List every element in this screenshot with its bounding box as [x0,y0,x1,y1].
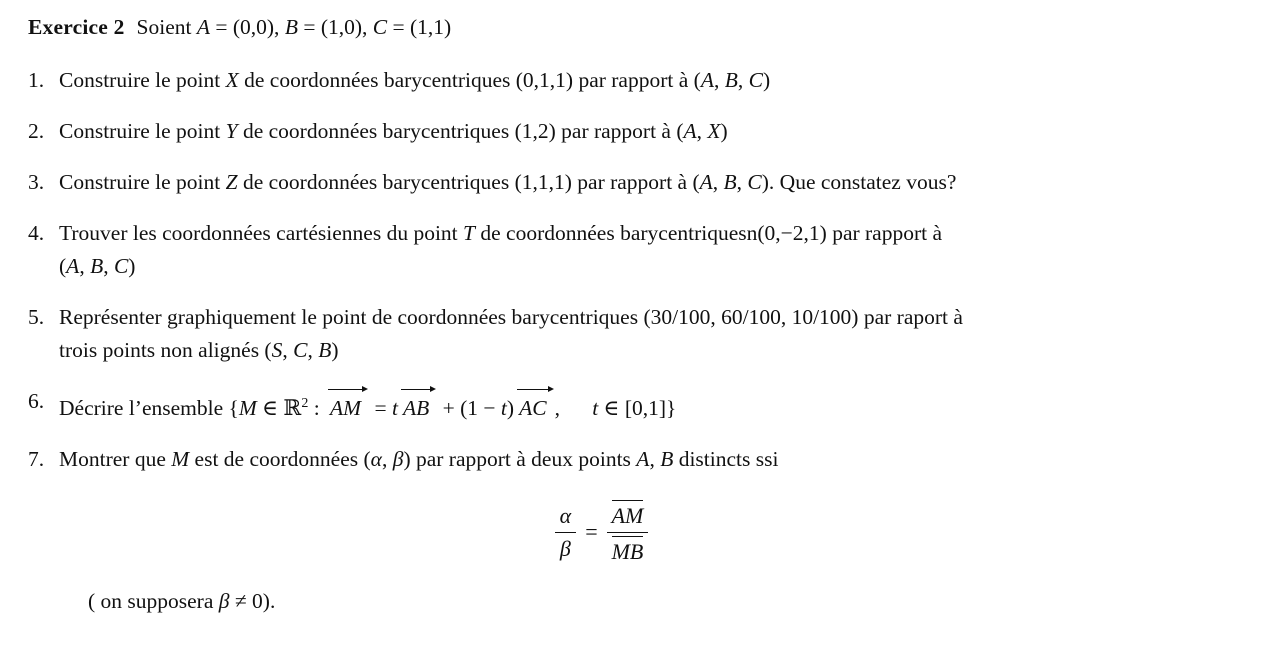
text-run: trois points non alignés ( [59,338,272,362]
text-run: Décrire l’ensemble { [59,396,239,420]
vector-notation: AB [401,385,434,425]
text-run: , [554,396,593,420]
denominator-beta: β [559,536,571,561]
math-symbol: M [238,396,257,420]
math-symbol: A [699,170,713,194]
text-run: Montrer que [59,447,172,471]
math-symbol: Z [225,170,238,194]
item-number: 1. [28,68,45,92]
item-text [59,385,1144,425]
math-symbol: C [748,68,763,92]
text-run: , [713,68,725,92]
item-text [59,301,1144,367]
item-number: 2. [28,119,45,143]
numerator-AM [607,500,649,533]
exercise-header [28,13,1235,41]
item-number: 3. [28,170,45,194]
math-symbol: B [284,15,298,39]
fraction-measures [607,500,649,565]
text-run: + (1 − [437,396,501,420]
math-symbol: S [271,338,283,362]
text-run: , [282,338,294,362]
math-symbol: C [293,338,308,362]
text-run: ). Que constatez vous? [761,170,957,194]
item-text [59,115,1144,148]
text-run: Trouver les coordonnées cartésiennes du point [59,221,464,245]
header-statement [137,15,452,39]
text-run: ( on supposera [88,589,219,613]
text-run: de coordonnées barycentriquesn(0,−2,1) par rapport à [475,221,943,245]
math-symbol: X [707,119,721,143]
equals-sign: = [585,518,598,544]
item-number: 5. [28,305,45,329]
overline-MB: MB [612,536,644,565]
text-run: ) par rapport à deux points [403,447,637,471]
text-run: , [307,338,319,362]
superscript: 2 [301,395,309,411]
math-symbol: B [724,68,738,92]
text-run: ) [128,254,136,278]
text-run: Représenter graphiquement le point de coordonnées barycentriques (30/100, 60/100, 10/100) par raport à [59,305,963,329]
fraction-alpha-beta [555,503,577,562]
exercise-list [28,64,1235,476]
text-run: , [381,447,393,471]
math-symbol: B [90,254,104,278]
text-run: , [79,254,91,278]
math-symbol: B [723,170,737,194]
exercise-item-7 [28,443,1235,476]
text-run: ∈ ℝ [256,396,302,420]
text-run: , [736,170,748,194]
text-run: est de coordonnées ( [189,447,371,471]
numerator-alpha: α [555,503,577,533]
text-run: , [712,170,724,194]
math-symbol: Y [225,119,238,143]
math-symbol: C [372,15,388,39]
exercise-item-4 [28,217,1235,283]
exercise-item-3 [28,166,1235,199]
vector-notation: AM [328,385,366,425]
math-symbol: A [196,15,210,39]
math-symbol: C [113,254,129,278]
exercise-item-2 [28,115,1235,148]
math-symbol: M [171,447,190,471]
math-symbol: B [660,447,674,471]
text-run: ) [720,119,728,143]
displayed-equation [28,500,1175,565]
exercise-title: Exercice 2 [28,15,125,39]
item-text [59,217,1144,283]
math-symbol: A [700,68,714,92]
text-run: Construire le point [59,119,226,143]
item-text [59,443,1144,476]
math-symbol: α [370,447,382,471]
item-number: 4. [28,221,45,245]
item-number: 6. [28,389,45,413]
text-run: ) [506,396,515,420]
text-run: = (1,0), [297,15,373,39]
exercise-item-5 [28,301,1235,367]
text-run: distincts ssi [673,447,779,471]
text-run: ∈ [0,1]} [598,396,677,420]
math-symbol: t [500,396,507,420]
text-run: de coordonnées barycentriques (0,1,1) par rapport à ( [238,68,701,92]
math-symbol: T [463,221,475,245]
item-text [59,64,1144,97]
item-text [59,166,1144,199]
text-run: ) [331,338,339,362]
exercise-item-1 [28,64,1235,97]
math-symbol: β [218,589,230,613]
math-symbol: A [683,119,697,143]
overline-AM: AM [612,500,644,529]
text-run: Soient [136,15,197,39]
math-symbol: C [747,170,762,194]
text-run: : [308,396,326,420]
text-run: = [369,396,392,420]
item-number: 7. [28,447,45,471]
text-run: , [649,447,661,471]
text-run: ≠ 0). [229,589,276,613]
math-symbol: β [392,447,404,471]
text-run: ( [59,254,67,278]
text-run: Construire le point [59,68,226,92]
math-symbol: A [66,254,80,278]
text-run: , [696,119,708,143]
footnote [88,585,1235,618]
text-run: = (1,1) [387,15,452,39]
denominator-MB [607,533,649,565]
text-run: = (0,0), [209,15,285,39]
math-symbol: t [391,396,398,420]
math-symbol: B [318,338,332,362]
exercise-item-6 [28,385,1235,425]
math-symbol: X [225,68,239,92]
text-run: , [737,68,749,92]
text-run: ) [762,68,771,92]
math-symbol: A [636,447,650,471]
text-run: , [103,254,114,278]
text-run: de coordonnées barycentriques (1,2) par rapport à ( [237,119,684,143]
text-run: de coordonnées barycentriques (1,1,1) par rapport à ( [237,170,700,194]
text-run: Construire le point [59,170,226,194]
vector-notation: AC [517,385,551,425]
math-symbol: t [592,396,599,420]
